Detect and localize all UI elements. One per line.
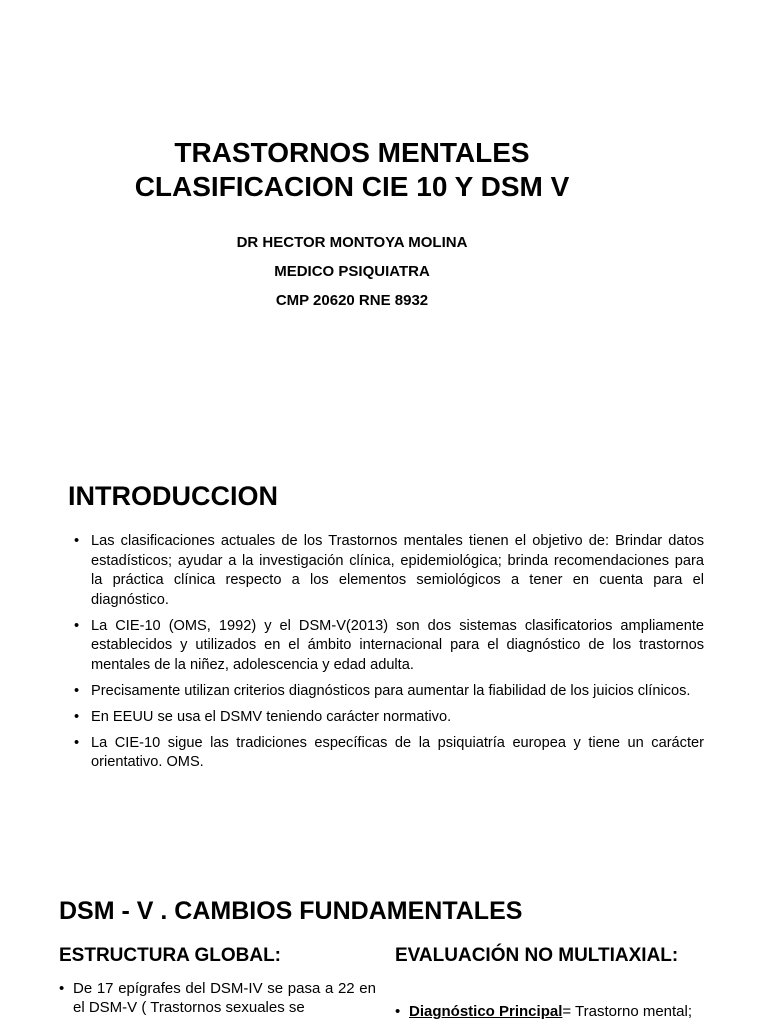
list-item xyxy=(74,532,704,610)
presentation-title xyxy=(0,136,704,204)
bullet-icon: • xyxy=(59,980,65,997)
list-item xyxy=(395,1002,715,1021)
slide-heading: DSM - V . CAMBIOS FUNDAMENTALES xyxy=(59,897,523,925)
author-block xyxy=(0,228,704,315)
bullet-icon: • xyxy=(395,1003,401,1020)
right-column xyxy=(395,944,715,1021)
slide-heading: INTRODUCCION xyxy=(68,481,278,511)
author-role: MEDICO PSIQUIATRA xyxy=(274,263,430,280)
list-item xyxy=(74,734,704,773)
bullet-icon: • xyxy=(74,708,80,725)
bullet-text: Precisamente utilizan criterios diagnósticos para aumentar la fiabilidad de los juicios clínicos. xyxy=(91,682,691,699)
column-heading: EVALUACIÓN NO MULTIAXIAL: xyxy=(395,945,679,966)
bullet-icon: • xyxy=(74,682,80,699)
bullet-list xyxy=(59,979,376,1017)
bullet-text: La CIE-10 (OMS, 1992) y el DSM-V(2013) son dos sistemas clasificatorios ampliamente establecidos y utilizados en el ámbito internacional para el diagnóstico de los trastornos mentales de la niñez, adolescencia y edad adulta. xyxy=(91,617,704,673)
title-slide xyxy=(0,0,768,440)
list-item xyxy=(74,682,704,702)
bullet-text: La CIE-10 sigue las tradiciones específicas de la psiquiatría europea y tiene un carácter orientativo. OMS. xyxy=(91,734,704,770)
bullet-list xyxy=(74,532,704,779)
bullet-icon: • xyxy=(74,533,80,549)
title-line-2: CLASIFICACION CIE 10 Y DSM V xyxy=(134,171,570,202)
bullet-icon: • xyxy=(74,617,80,634)
column-heading: ESTRUCTURA GLOBAL: xyxy=(59,945,281,966)
author-name: DR HECTOR MONTOYA MOLINA xyxy=(236,234,468,251)
bullet-icon: • xyxy=(74,734,80,751)
bullet-list xyxy=(395,1002,715,1021)
bullet-text: En EEUU se usa el DSMV teniendo carácter normativo. xyxy=(91,708,452,725)
list-item xyxy=(74,708,704,728)
introduction-slide xyxy=(0,440,768,856)
left-column xyxy=(59,944,376,1017)
title-line-1: TRASTORNOS MENTALES xyxy=(174,137,530,168)
bullet-text: De 17 epígrafes del DSM-IV se pasa a 22 en el DSM-V ( Trastornos sexuales se xyxy=(73,980,376,1016)
dsm-changes-slide xyxy=(0,856,768,1024)
list-item xyxy=(59,979,376,1017)
bullet-text: Las clasificaciones actuales de los Trastornos mentales tienen el objetivo de: Brindar datos estadísticos; ayudar a la investigación clínica, epidemiológica; brinda recomendaciones para la práctica clínica respecto a los elementos semiológicos a tener en cuenta para el diagnóstico. xyxy=(91,533,704,608)
author-registration: CMP 20620 RNE 8932 xyxy=(275,292,429,309)
list-item xyxy=(74,617,704,676)
bullet-text: = Trastorno mental; xyxy=(562,1003,693,1020)
bullet-term: Diagnóstico Principal xyxy=(409,1003,563,1020)
